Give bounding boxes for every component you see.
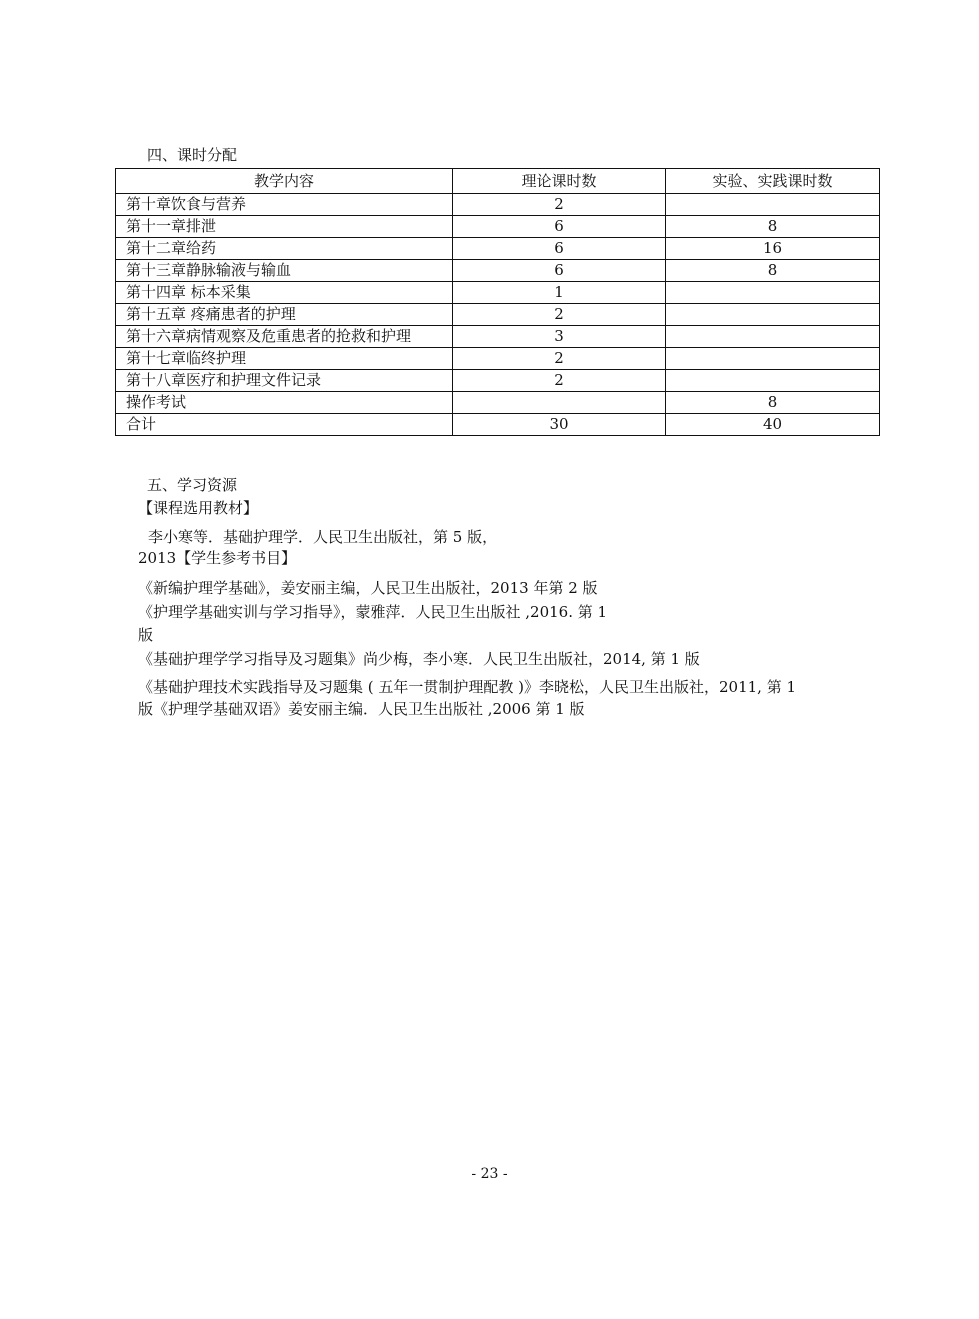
table-row	[116, 304, 880, 326]
column-header: 理论课时数	[453, 169, 666, 194]
table-row	[116, 216, 880, 238]
chapter-cell: 操作考试	[116, 392, 453, 414]
theory-hours-cell: 30	[453, 414, 666, 436]
theory-hours-cell: 2	[453, 194, 666, 216]
chapter-cell: 第十二章给药	[116, 238, 453, 260]
table-row	[116, 348, 880, 370]
section-title-hours: 四、课时分配	[147, 146, 238, 164]
chapter-cell: 第十四章 标本采集	[116, 282, 453, 304]
chapter-cell: 第十一章排泄	[116, 216, 453, 238]
practice-hours-cell: 40	[666, 414, 880, 436]
theory-hours-cell: 2	[453, 304, 666, 326]
column-header: 教学内容	[116, 169, 453, 194]
chapter-cell: 第十八章医疗和护理文件记录	[116, 370, 453, 392]
theory-hours-cell: 6	[453, 238, 666, 260]
table-row	[116, 392, 880, 414]
practice-hours-cell: 8	[666, 216, 880, 238]
practice-hours-cell	[666, 304, 880, 326]
hours-allocation-table	[115, 168, 880, 436]
chapter-cell: 第十六章病情观察及危重患者的抢救和护理	[116, 326, 453, 348]
theory-hours-cell: 2	[453, 370, 666, 392]
table-row	[116, 326, 880, 348]
practice-hours-cell	[666, 282, 880, 304]
table-header-row	[116, 169, 880, 194]
practice-hours-cell: 8	[666, 260, 880, 282]
page-number: - 23 -	[471, 1166, 508, 1182]
theory-hours-cell	[453, 392, 666, 414]
table-row	[116, 370, 880, 392]
reference-line: 版	[138, 626, 154, 644]
table-row	[116, 194, 880, 216]
theory-hours-cell: 2	[453, 348, 666, 370]
theory-hours-cell: 6	[453, 260, 666, 282]
chapter-cell: 第十三章静脉输液与输血	[116, 260, 453, 282]
reference-line: 《基础护理技术实践指导及习题集 ( 五年一贯制护理配教 )》李晓松，人民卫生出版社，2011, 第 1	[138, 678, 797, 696]
theory-hours-cell: 6	[453, 216, 666, 238]
chapter-cell: 第十五章 疼痛患者的护理	[116, 304, 453, 326]
chapter-cell: 第十七章临终护理	[116, 348, 453, 370]
reference-line: 《护理学基础实训与学习指导》，蒙雅萍．人民卫生出版社 ,2016. 第 1	[138, 603, 608, 621]
chapter-cell: 第十章饮食与营养	[116, 194, 453, 216]
reference-line: 2013【学生参考书目】	[138, 549, 297, 567]
practice-hours-cell	[666, 326, 880, 348]
theory-hours-cell: 1	[453, 282, 666, 304]
chapter-cell: 合计	[116, 414, 453, 436]
table-row	[116, 260, 880, 282]
theory-hours-cell: 3	[453, 326, 666, 348]
textbook-heading: 【课程选用教材】	[138, 499, 259, 517]
reference-line: 李小寒等．基础护理学．人民卫生出版社，第 5 版，	[148, 528, 498, 546]
reference-line: 《新编护理学基础》，姜安丽主编，人民卫生出版社，2013 年第 2 版	[138, 579, 598, 597]
practice-hours-cell	[666, 370, 880, 392]
practice-hours-cell: 8	[666, 392, 880, 414]
section-title-resources: 五、学习资源	[147, 476, 238, 494]
column-header: 实验、实践课时数	[666, 169, 880, 194]
reference-line: 《基础护理学学习指导及习题集》尚少梅，李小寒．人民卫生出版社，2014, 第 1 版	[138, 650, 700, 668]
table-row	[116, 238, 880, 260]
table-row	[116, 414, 880, 436]
reference-line: 版《护理学基础双语》姜安丽主编．人民卫生出版社 ,2006 第 1 版	[138, 700, 585, 718]
table-row	[116, 282, 880, 304]
practice-hours-cell: 16	[666, 238, 880, 260]
practice-hours-cell	[666, 194, 880, 216]
practice-hours-cell	[666, 348, 880, 370]
